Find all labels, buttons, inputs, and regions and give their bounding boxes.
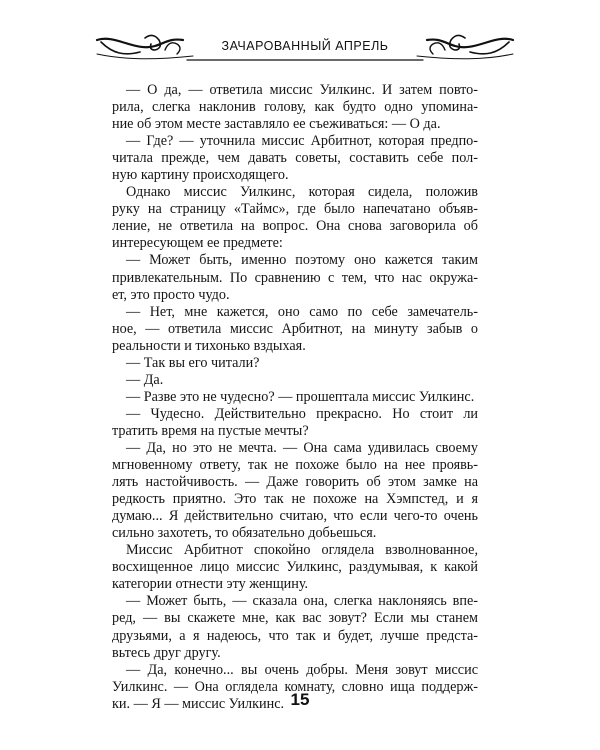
paragraph <box>112 252 478 303</box>
text-line: ную картину происходящего. <box>112 167 289 184</box>
text-line: ление, не ответила на вопрос. Она снова заговорила об <box>112 218 478 235</box>
text-line: Миссис Арбитнот спокойно оглядела взволнованное, <box>126 542 478 559</box>
text-line: вьтесь друг другу. <box>112 644 221 661</box>
text-line: тратить время на пустые мечты? <box>112 422 309 439</box>
paragraph <box>112 440 478 542</box>
text-line: реальности и тихонько вздыхая. <box>112 337 306 354</box>
text-line: редкость приятно. Это так не похоже на Хэмпстед, и я <box>112 491 478 508</box>
text-line: ред, — вы скажете мне, как вас зовут? Если мы станем <box>112 610 478 627</box>
paragraph <box>112 406 478 440</box>
paragraph <box>112 184 478 252</box>
text-line: — Может быть, — сказала она, слегка наклоняясь впе- <box>126 593 478 610</box>
text-line: Однако миссис Уилкинс, которая сидела, положив <box>126 184 478 201</box>
text-line: ное, — ответила миссис Арбитнот, на минуту забыв о <box>112 320 478 337</box>
text-line: читала прежде, чем давать советы, составить себе пол- <box>112 150 478 167</box>
text-line: восхищенное лицо миссис Уилкинс, раздумывая, к какой <box>112 559 478 576</box>
text-line: лять настойчивость. — Даже говорить об этом замке на <box>112 474 478 491</box>
paragraph <box>112 542 478 593</box>
page-number: 15 <box>290 690 310 709</box>
paragraph <box>112 389 478 406</box>
text-line: интересующем ее предмете: <box>112 235 283 252</box>
text-line: сильно захотеть, то обязательно добьешься. <box>112 525 377 542</box>
text-line: — Может быть, именно поэтому оно кажется таким <box>126 252 478 269</box>
text-line: — Да, но это не мечта. — Она сама удивилась своему <box>126 439 478 456</box>
paragraph <box>112 593 478 661</box>
paragraph <box>112 355 478 372</box>
text-line: — Да, конечно... вы очень добры. Меня зовут миссис <box>126 661 478 678</box>
text-line: Уилкинс. — Она оглядела комнату, словно ища поддерж- <box>112 678 478 695</box>
text-line: ки. — Я — миссис Уилкинс. <box>112 695 285 712</box>
running-head-title: ЗАЧАРОВАННЫЙ АПРЕЛЬ <box>221 39 389 53</box>
text-line: руку на страницу «Таймс», где было напечатано объяв- <box>112 201 478 218</box>
paragraph <box>112 304 478 355</box>
text-line: — Чудесно. Действительно прекрасно. Но стоит ли <box>126 405 478 422</box>
running-header <box>95 30 515 70</box>
text-line: думаю... Я действительно считаю, что если чего-то очень <box>112 508 478 525</box>
text-line: — Да. <box>126 371 164 388</box>
page-body <box>112 82 478 713</box>
paragraph <box>112 133 478 184</box>
text-line: — Нет, мне кажется, оно само по себе замечатель- <box>126 303 478 320</box>
paragraph <box>112 372 478 389</box>
text-line: — О да, — ответила миссис Уилкинс. И затем повто- <box>126 82 478 98</box>
text-line: ет, это просто чудо. <box>112 286 230 303</box>
text-line: — Разве это не чудесно? — прошептала миссис Уилкинс. <box>126 388 475 405</box>
paragraph <box>112 82 478 133</box>
text-line: мгновенному ответу, так не похоже было на нее проявь- <box>112 457 478 474</box>
text-line: — Где? — уточнила миссис Арбитнот, которая предпо- <box>126 133 478 150</box>
text-line: рила, слегка наклонив голову, как будто одно упомина- <box>112 99 478 116</box>
text-line: друзьями, а я надеюсь, что так и будет, лучше предста- <box>112 627 478 644</box>
text-line: привлекательным. По сравнению с тем, что нас окружа- <box>112 269 478 286</box>
text-line: ние об этом месте заставляло ее съеживаться: — О да. <box>112 116 441 133</box>
text-line: категории отнести эту женщину. <box>112 576 309 593</box>
text-line: — Так вы его читали? <box>126 354 260 371</box>
